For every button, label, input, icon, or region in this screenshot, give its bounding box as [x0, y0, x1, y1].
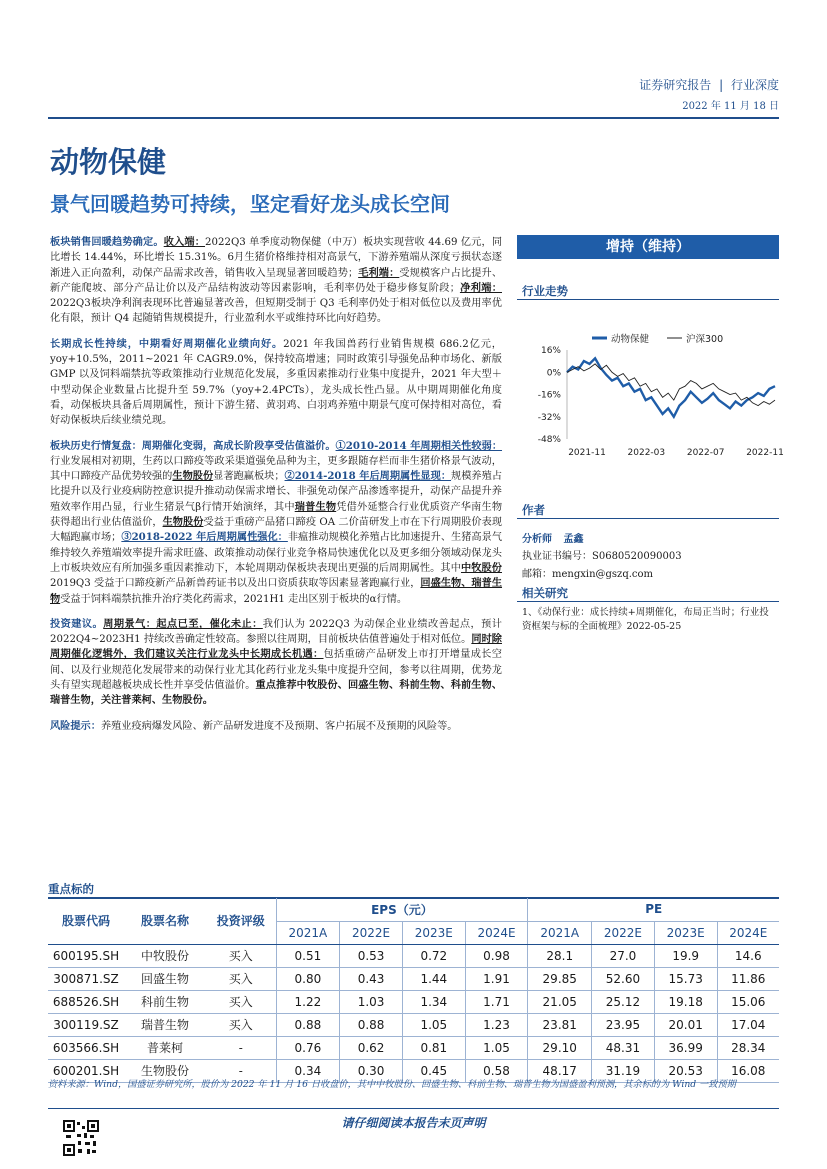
stock-rating: 买入: [206, 990, 276, 1013]
eps-value: 0.81: [402, 1036, 465, 1059]
y-tick-label: -16%: [537, 390, 561, 401]
pe-value: 29.10: [528, 1036, 592, 1059]
pe-value: 23.95: [592, 1013, 655, 1036]
x-tick-label: 2022-07: [686, 448, 725, 458]
stock-code: 603566.SH: [48, 1036, 124, 1059]
analyst-line: [522, 530, 583, 545]
eps-value: 1.71: [465, 990, 528, 1013]
related-divider: [517, 601, 779, 602]
paragraph-sales: 板块销售回暖趋势确定。收入端：2022Q3 单季度动物保健（中万）板块实现营收 44.69 亿元，同比增长 14.44%，环比增长 15.31%。6月生猪价格维持相对高景气，下游养殖端从深度亏损状态逐渐进入正向盈利，动保产品需求改善，销售收入呈现显著回暖趋势；毛利端：受规模客户占比提升、新产能爬坡、部分产品让价以及产品结构波动等因素影响，毛利率仍处于稳步修复阶段；净利端：2022Q3板块净利润表现环比普遍显著改善，但短期受制于 Q3 毛利率仍处于相对低位以及费用率优化有限，预计 Q4 起随销售规模提升，行业盈利水平或维持环比向好趋势。: [50, 236, 503, 325]
stock-rating: -: [206, 1059, 276, 1082]
year-header: 2021A: [276, 921, 340, 944]
x-tick-label: 2021-11: [568, 448, 606, 458]
stock-rating: 买入: [206, 967, 276, 990]
col-pe: PE: [528, 898, 779, 921]
eps-value: 1.91: [465, 967, 528, 990]
stock-rating: 买入: [206, 1013, 276, 1036]
pe-value: 17.04: [717, 1013, 779, 1036]
col-eps: EPS（元）: [276, 898, 528, 921]
pe-value: 27.0: [592, 944, 655, 967]
eps-value: 1.05: [402, 1013, 465, 1036]
year-header: 2023E: [402, 921, 465, 944]
eps-value: 0.98: [465, 944, 528, 967]
pe-value: 31.19: [592, 1059, 655, 1082]
x-tick-label: 2022-11: [746, 448, 784, 458]
col-code: 股票代码: [48, 898, 124, 944]
pe-value: 48.17: [528, 1059, 592, 1082]
pe-value: 19.9: [654, 944, 717, 967]
eps-value: 0.58: [465, 1059, 528, 1082]
key-stocks-title: 重点标的: [48, 882, 94, 896]
year-header: 2022E: [340, 921, 403, 944]
report-type-header: [639, 76, 779, 93]
y-tick-label: 16%: [540, 346, 561, 356]
col-name: 股票名称: [124, 898, 206, 944]
stock-rating: 买入: [206, 944, 276, 967]
pe-value: 25.12: [592, 990, 655, 1013]
report-type: 证券研究报告: [639, 78, 712, 92]
col-rating: 投资评级: [206, 898, 276, 944]
pe-value: 11.86: [717, 967, 779, 990]
eps-value: 0.62: [340, 1036, 403, 1059]
industry-trend-chart: [517, 324, 784, 464]
y-tick-label: -48%: [537, 435, 561, 445]
pe-value: 15.06: [717, 990, 779, 1013]
stock-name: 中牧股份: [124, 944, 206, 967]
footer-divider: [48, 1108, 779, 1109]
eps-value: 0.45: [402, 1059, 465, 1082]
eps-value: 0.76: [276, 1036, 340, 1059]
table-row: [48, 967, 779, 990]
pe-value: 23.81: [528, 1013, 592, 1036]
header-separator: |: [719, 78, 724, 92]
pe-value: 14.6: [717, 944, 779, 967]
eps-value: 1.05: [465, 1036, 528, 1059]
pe-value: 20.53: [654, 1059, 717, 1082]
trend-divider: [517, 299, 779, 300]
paragraph-risk: 风险提示：养殖业疫病爆发风险、新产品研发进度不及预期、客户拓展不及预期的风险等。: [50, 719, 458, 732]
report-date: 2022 年 11 月 18 日: [682, 101, 779, 112]
year-header: 2024E: [717, 921, 779, 944]
eps-value: 0.88: [340, 1013, 403, 1036]
pe-value: 21.05: [528, 990, 592, 1013]
rating-badge: 增持（维持）: [517, 235, 779, 259]
analyst-license: 执业证书编号：S0680520090003: [522, 551, 682, 562]
pe-value: 52.60: [592, 967, 655, 990]
stock-code: 600195.SH: [48, 944, 124, 967]
eps-value: 1.03: [340, 990, 403, 1013]
pe-value: 28.1: [528, 944, 592, 967]
stock-name: 回盛生物: [124, 967, 206, 990]
stock-code: 300871.SZ: [48, 967, 124, 990]
y-tick-label: 0%: [546, 368, 561, 379]
eps-value: 0.43: [340, 967, 403, 990]
author-title: 作者: [522, 503, 545, 517]
series-line-csi300: [567, 364, 775, 406]
pe-value: 19.18: [654, 990, 717, 1013]
stock-code: 300119.SZ: [48, 1013, 124, 1036]
table-row: [48, 1013, 779, 1036]
eps-value: 1.34: [402, 990, 465, 1013]
eps-value: 0.34: [276, 1059, 340, 1082]
stock-name: 普莱柯: [124, 1036, 206, 1059]
pe-value: 15.73: [654, 967, 717, 990]
year-header: 2021A: [528, 921, 592, 944]
key-stocks-table: [48, 898, 779, 1083]
analyst-name: 孟鑫: [563, 534, 584, 545]
trend-title: 行业走势: [522, 284, 568, 298]
stock-name: 瑞普生物: [124, 1013, 206, 1036]
table-row: [48, 990, 779, 1013]
stock-name: 科前生物: [124, 990, 206, 1013]
paragraph-investment: 投资建议。周期景气：起点已至，催化未止：我们认为 2022Q3 为动保企业业绩改善起点，预计 2022Q4~2023H1 持续改善确定性较高。参照以往周期，目前板块估值普遍处于相对低位。同时除周期催化逻辑外，我们建议关注行业龙头中长期成长机遇：包括重磅产品研发上市打开增量成长空间、以及行业规范化发展带来的动保行业尤其化药行业龙头集中度提升空间，参考以往周期，优势龙头有望实现超越板块成长性并享受估值溢价。重点推荐中牧股份、回盛生物、科前生物、科前生物、瑞普生物，关注普莱柯、生物股份。: [50, 617, 503, 707]
eps-value: 1.44: [402, 967, 465, 990]
paragraph-history: 板块历史行情复盘：周期催化变弱，高成长阶段享受估值溢价。①2010-2014 年周期相关性较弱：行业发展相对初期，生药以口蹄疫等政采渠道强免品种为主，更多跟随存栏而非生猪价格景气波动，其中口蹄疫产品优势较强的生物股份显著跑赢板块；②2014-2018 年后周期属性显现：规模养殖占比提升以及行业疫病防控意识提升推动动保需求增长、非强免动保产品渗透率提升，动保产品提升养殖效率作用凸显，行业生猪景气β行情开始演绎，其中瑞普生物凭借外延整合行业优质资产华南生物获得超出行业估值溢价，生物股份受益于重磅产品猪口蹄疫 OA 二价苗研发上市在下行周期股价表现大幅跑赢市场；③2018-2022 年后周期属性强化：非瘟推动规模化养殖占比加速提升、生猪高景气维持较久养殖端效率提升需求旺盛、政策推动动保行业竞争格局快速优化以及更多细分领域动保龙头上市板块效应有所加强多重因素推动下，本轮周期动保板块表现出更强的后周期属性。其中中牧股份2019Q3 受益于口蹄疫新产品新兽药证书以及出口资质获取等因素显著跑赢行业，回盛生物、瑞普生物受益于饲料端禁抗推升治疗类化药需求，2021H1 走出区别于板块的α行情。: [50, 439, 503, 605]
related-report-1[interactable]: 1、《动保行业：成长持续+周期催化，布局正当时；行业投资框架与标的全面梳理》2022-05-25: [522, 607, 769, 632]
year-header: 2024E: [465, 921, 528, 944]
table-row: [48, 1036, 779, 1059]
pe-value: 48.31: [592, 1036, 655, 1059]
table-source: 资料来源：Wind，国盛证券研究所，股价为 2022 年 11 月 16 日收盘价，其中中牧股份、回盛生物、科前生物、瑞普生物为国盛盈利预测，其余标的为 Wind 一致预期: [48, 1079, 736, 1090]
pe-value: 20.01: [654, 1013, 717, 1036]
analyst-label: 分析师: [522, 534, 552, 545]
table-row: [48, 944, 779, 967]
x-tick-label: 2022-03: [627, 448, 666, 458]
body-column: [50, 235, 502, 744]
eps-value: 0.30: [340, 1059, 403, 1082]
report-category: 行业深度: [730, 78, 779, 92]
pe-value: 16.08: [717, 1059, 779, 1082]
header-divider: [48, 117, 779, 119]
footer-disclaimer: 请仔细阅读本报告末页声明: [341, 1116, 486, 1130]
legend-label-csi300: 沪深300: [686, 334, 724, 345]
stock-code: 688526.SH: [48, 990, 124, 1013]
eps-value: 0.51: [276, 944, 340, 967]
qr-code-icon: [63, 1120, 99, 1156]
report-headline: 景气回暖趋势可持续，坚定看好龙头成长空间: [50, 192, 450, 216]
analyst-email[interactable]: 邮箱：mengxin@gszq.com: [522, 569, 654, 580]
eps-value: 0.88: [276, 1013, 340, 1036]
legend-label-animal-health: 动物保健: [611, 334, 650, 345]
pe-value: 36.99: [654, 1036, 717, 1059]
year-header: 2023E: [654, 921, 717, 944]
related-title: 相关研究: [522, 586, 568, 600]
author-divider: [517, 518, 779, 519]
stock-rating: -: [206, 1036, 276, 1059]
stock-code: 600201.SH: [48, 1059, 124, 1082]
stock-name: 生物股份: [124, 1059, 206, 1082]
eps-value: 1.22: [276, 990, 340, 1013]
eps-value: 0.72: [402, 944, 465, 967]
y-tick-label: -32%: [537, 412, 561, 423]
eps-value: 0.80: [276, 967, 340, 990]
eps-value: 1.23: [465, 1013, 528, 1036]
eps-value: 0.53: [340, 944, 403, 967]
pe-value: 29.85: [528, 967, 592, 990]
pe-value: 28.34: [717, 1036, 779, 1059]
paragraph-growth: 长期成长性持续，中期看好周期催化业绩向好。2021 年我国兽药行业销售规模 686.2亿元，yoy+10.5%，2011~2021 年 CAGR9.0%，保持较高增速；同时政策引导强免品种市场化、新版 GMP 以及饲料端禁抗等政策推动行业规范化发展，多重因素推动行业集中度提升，2021 年大型＋中型动保企业数量占比提升至 59.7%（yoy+2.4PCTs），龙头成长性凸显。从中期周期催化角度看，动保板块具备后周期属性，预计下游生猪、黄羽鸡、白羽鸡养殖中期景气度可保持相对高位，看好动保板块后续业绩兑现。: [50, 337, 502, 427]
year-header: 2022E: [592, 921, 655, 944]
industry-title: 动物保健: [50, 145, 167, 179]
